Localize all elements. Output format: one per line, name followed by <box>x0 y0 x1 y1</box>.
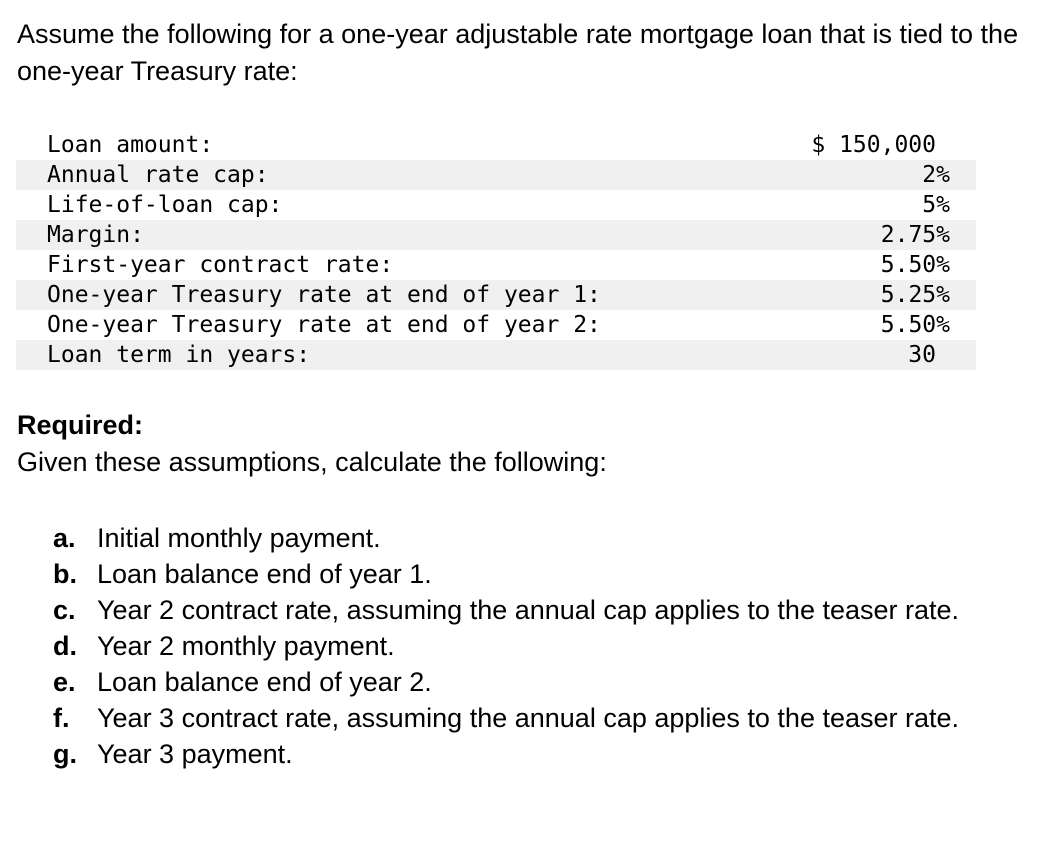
required-instructions: Given these assumptions, calculate the following: <box>17 447 607 477</box>
list-item <box>53 592 1053 628</box>
item-letter: e. <box>53 667 76 697</box>
item-text: Year 2 monthly payment. <box>97 631 395 661</box>
assumption-row <box>16 340 976 370</box>
assumption-value: 5.25% <box>880 282 950 308</box>
assumption-value: 2.75% <box>880 222 950 248</box>
assumption-row <box>16 310 976 340</box>
item-text: Initial monthly payment. <box>97 523 381 553</box>
assumption-label: One-year Treasury rate at end of year 2: <box>47 312 601 338</box>
list-item <box>53 628 1053 664</box>
problem-intro: Assume the following for a one-year adjustable rate mortgage loan that is tied to the one-year Treasury rate: <box>17 19 1019 86</box>
assumptions-table <box>16 130 976 370</box>
task-list <box>53 520 1053 772</box>
assumption-label: Annual rate cap: <box>47 162 269 188</box>
assumption-value: 2% <box>922 162 950 188</box>
item-text: Year 3 payment. <box>97 739 293 769</box>
assumption-row <box>16 250 976 280</box>
list-item <box>53 700 1053 736</box>
list-item <box>53 556 1053 592</box>
assumption-row <box>16 130 976 160</box>
item-letter: g. <box>53 739 77 769</box>
assumption-value: 5.50% <box>880 252 950 278</box>
assumption-label: Margin: <box>47 222 144 248</box>
required-heading: Required: <box>17 410 144 440</box>
assumption-value: 5.50% <box>880 312 950 338</box>
assumption-label: Loan amount: <box>47 132 214 158</box>
assumption-row <box>16 190 976 220</box>
assumption-label: First-year contract rate: <box>47 252 394 278</box>
item-letter: b. <box>53 559 77 589</box>
list-item <box>53 736 1053 772</box>
assumption-label: One-year Treasury rate at end of year 1: <box>47 282 601 308</box>
item-text: Year 3 contract rate, assuming the annual cap applies to the teaser rate. <box>97 703 960 733</box>
assumption-value: 5% <box>922 192 950 218</box>
item-letter: c. <box>53 595 76 625</box>
assumption-label: Life-of-loan cap: <box>47 192 283 218</box>
assumption-value: $ 150,000 <box>811 132 936 158</box>
assumption-row <box>16 220 976 250</box>
item-letter: f. <box>53 703 70 733</box>
item-letter: a. <box>53 523 76 553</box>
assumption-row <box>16 280 976 310</box>
list-item <box>53 520 1053 556</box>
assumption-row <box>16 160 976 190</box>
assumption-label: Loan term in years: <box>47 342 311 368</box>
list-item <box>53 664 1053 700</box>
item-text: Loan balance end of year 2. <box>97 667 432 697</box>
item-text: Loan balance end of year 1. <box>97 559 432 589</box>
item-text: Year 2 contract rate, assuming the annual cap applies to the teaser rate. <box>97 595 960 625</box>
assumption-value: 30 <box>908 342 936 368</box>
item-letter: d. <box>53 631 77 661</box>
